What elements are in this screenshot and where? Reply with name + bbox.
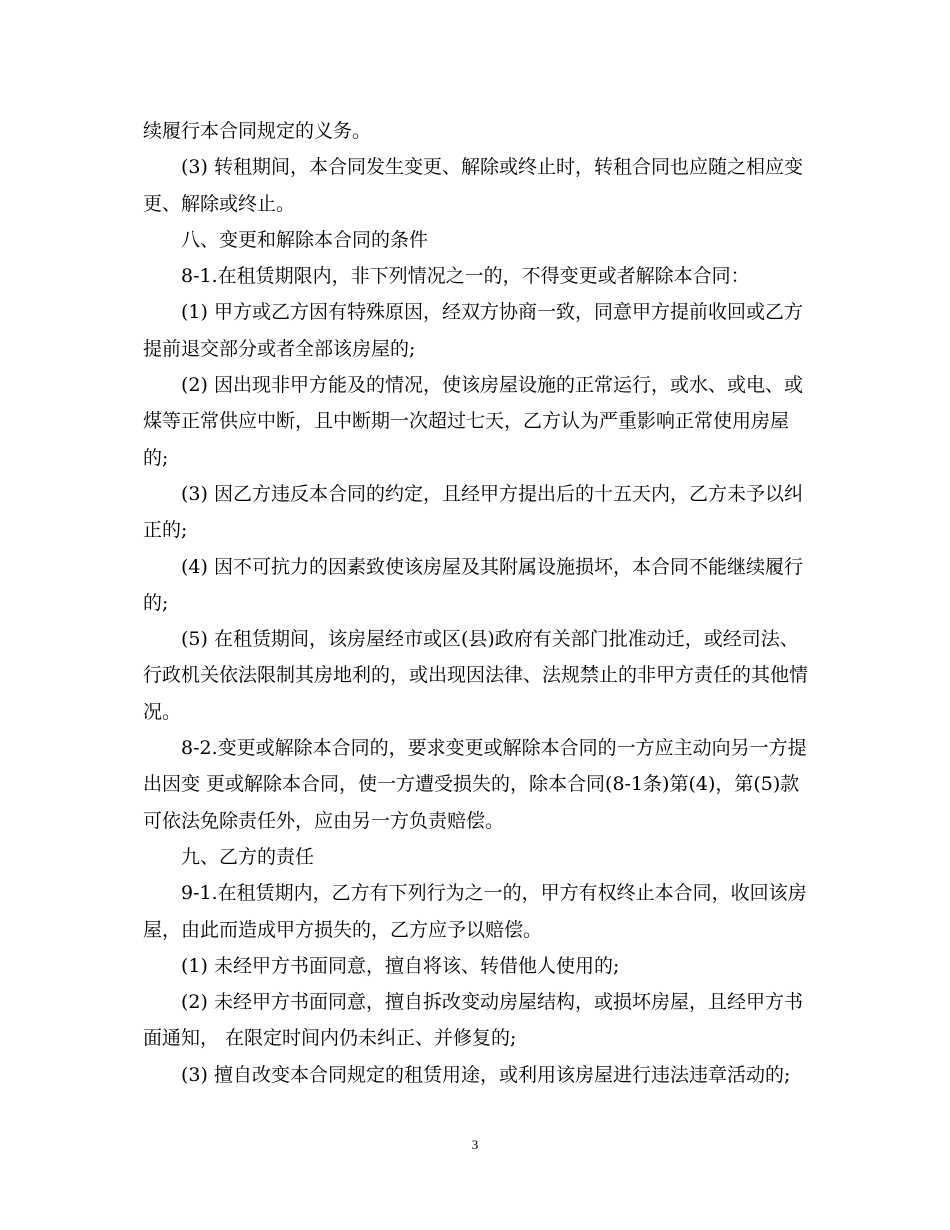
text-line: 的;	[143, 591, 169, 614]
text-line: 屋，由此而造成甲方损失的，乙方应予以赔偿。	[143, 918, 543, 941]
page-number: 3	[471, 1137, 479, 1152]
text-line: 面通知， 在限定时间内仍未纠正、并修复的;	[143, 1027, 517, 1050]
text-line: 更、解除或终止。	[143, 192, 296, 215]
text-line: 行政机关依法限制其房地利的，或出现因法律、法规禁止的非甲方责任的其他情	[143, 664, 809, 687]
text-line: 八、变更和解除本合同的条件	[181, 228, 429, 251]
document-body	[143, 113, 808, 1093]
text-line: 可依法免除责任外，应由另一方负责赔偿。	[143, 809, 505, 832]
text-line: 8-1.在租赁期限内，非下列情况之一的，不得变更或者解除本合同：	[181, 265, 750, 288]
text-line: (5) 在租赁期间，该房屋经市或区(县)政府有关部门批准动迁，或经司法、	[181, 628, 799, 651]
text-line: (4) 因不可抗力的因素致使该房屋及其附属设施损坏，本合同不能继续履行	[181, 555, 803, 578]
text-line: (3) 因乙方违反本合同的约定，且经甲方提出后的十五天内，乙方未予以纠	[181, 482, 803, 505]
text-line: 正的;	[143, 519, 188, 542]
text-line: (1) 未经甲方书面同意，擅自将该、转借他人使用的;	[181, 954, 620, 977]
text-line: 8-2.变更或解除本合同的，要求变更或解除本合同的一方应主动向另一方提	[181, 737, 807, 760]
text-line: (2) 未经甲方书面同意，擅自拆改变动房屋结构，或损坏房屋，且经甲方书	[181, 991, 803, 1014]
text-line: 出因变 更或解除本合同，使一方遭受损失的，除本合同(8-1条)第(4)，第(5)款	[143, 773, 800, 796]
text-line: (2) 因出现非甲方能及的情况，使该房屋设施的正常运行，或水、或电、或	[181, 374, 803, 397]
text-line: 煤等正常供应中断，且中断期一次超过七天，乙方认为严重影响正常使用房屋	[143, 410, 790, 433]
text-line: 的;	[143, 446, 169, 469]
text-line: (1) 甲方或乙方因有特殊原因，经双方协商一致，同意甲方提前收回或乙方	[181, 301, 803, 324]
text-line: 况。	[143, 700, 182, 723]
text-line: (3) 转租期间，本合同发生变更、解除或终止时，转租合同也应随之相应变	[181, 156, 803, 179]
text-line: 9-1.在租赁期内，乙方有下列行为之一的，甲方有权终止本合同，收回该房	[181, 882, 807, 905]
text-line: 提前退交部分或者全部该房屋的;	[143, 337, 416, 360]
text-line: (3) 擅自改变本合同规定的租赁用途，或利用该房屋进行违法违章活动的;	[181, 1063, 791, 1086]
text-line: 九、乙方的责任	[181, 845, 315, 868]
text-line: 续履行本合同规定的义务。	[143, 120, 372, 142]
